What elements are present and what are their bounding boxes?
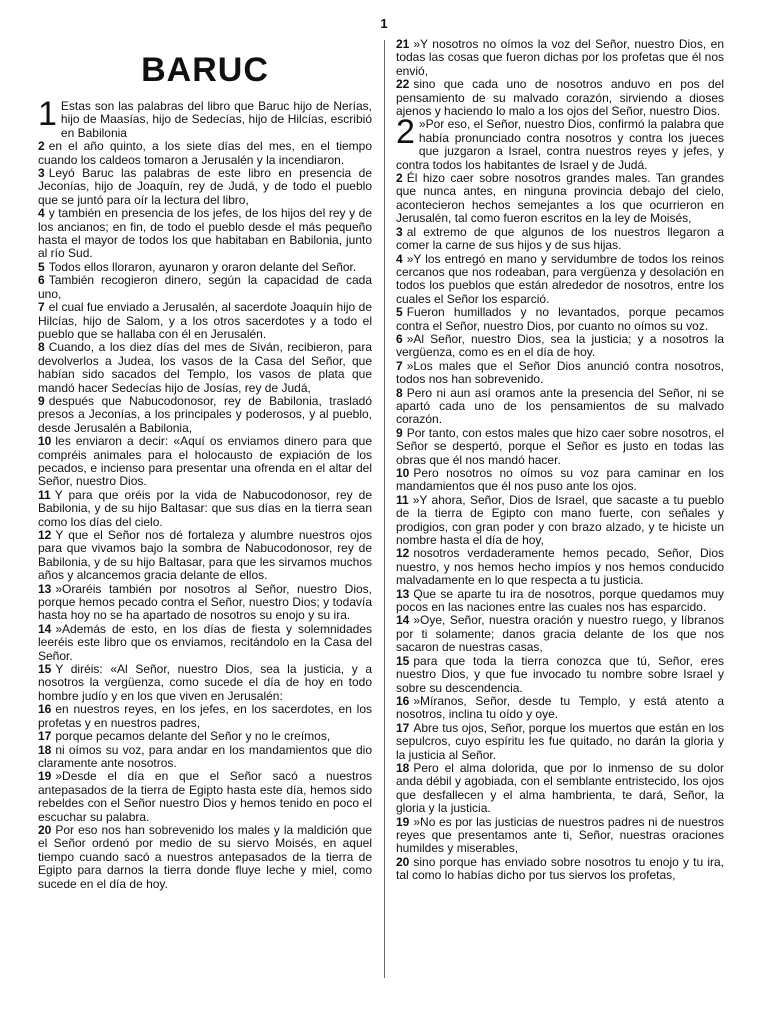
verse-number: 19 <box>38 769 52 784</box>
chapter-number: 2 <box>396 113 415 152</box>
verse-number: 14 <box>38 621 52 636</box>
verse <box>396 695 724 722</box>
verse-text: »Oye, Señor, nuestra oración y nuestro ruego, y líbranos por ti solamente; danos gracia delante de los que nos sacaron de nuestras casas, <box>396 613 724 655</box>
verse <box>38 583 372 623</box>
verse-text: Y para que oréis por la vida de Nabucodonosor, rey de Babilonia, y de su hijo Baltasar: que sus días en la tierra sean como los días del cielo. <box>38 487 372 529</box>
verse-number: 16 <box>396 693 410 708</box>
chapter-number: 1 <box>38 95 57 133</box>
verse <box>38 140 372 167</box>
verse-number: 21 <box>396 37 410 51</box>
verse-number: 7 <box>38 300 45 315</box>
verse-text: Por tanto, con estos males que hizo caer sobre nosotros, el Señor se despertó, porque el Señor es justo en todas las obras que él nos mandó hacer. <box>396 425 724 467</box>
verse-number: 15 <box>396 653 410 668</box>
verse-text: »No es por las justicias de nuestros padres ni de nuestros reyes que presentamos ante ti, Señor, nuestras oraciones humildes y miserables, <box>396 814 724 856</box>
verse-text: »Además de esto, en los días de fiesta y solemnidades leeréis este libro que os enviamos, recitándolo en la Casa del Señor. <box>38 621 372 663</box>
verse-number: 9 <box>396 425 403 440</box>
verse-text: »Al Señor, nuestro Dios, sea la justicia; y a nosotros la vergüenza, como es en el día de hoy. <box>396 331 724 360</box>
verse-number: 3 <box>396 224 403 239</box>
verse <box>396 816 724 856</box>
right-column <box>396 38 724 883</box>
verse-text: Y que el Señor nos dé fortaleza y alumbre nuestros ojos para que vivamos bajo la sombra de Nabucodonosor, rey de Babilonia, y de su hijo Baltasar, para que les sirvamos muchos años y alcancemos gracia delante de ellos. <box>38 528 372 583</box>
verse <box>396 722 724 762</box>
verse <box>38 395 372 435</box>
verse-number: 2 <box>396 171 403 186</box>
verse <box>396 78 724 118</box>
verse-number: 13 <box>396 586 410 601</box>
verse <box>396 762 724 816</box>
verse-number: 3 <box>38 166 45 181</box>
verse <box>396 333 724 360</box>
verse-number: 4 <box>396 251 403 266</box>
verse <box>38 301 372 341</box>
column-divider <box>384 40 385 978</box>
verse-text: porque pecamos delante del Señor y no le creímos, <box>55 729 331 744</box>
verse-text: Por eso nos han sobrevenido los males y la maldición que el Señor ordenó por medio de su siervo Moisés, en aquel tiempo cuando sacó a nuestros antepasados de la tierra de Egipto para darnos la tierra donde fluye leche y miel, como sucede en el día de hoy. <box>38 822 372 891</box>
verse-number: 11 <box>396 492 409 507</box>
verse-text: después que Nabucodonosor, rey de Babilonia, trasladó presos a Jeconías, a los principales y poderosos, y al pueblo, desde Jerusalén a Babilonia, <box>38 393 372 435</box>
verse-text: Pero nosotros no oímos su voz para caminar en los mandamientos que él nos puso ante los ojos. <box>396 466 724 494</box>
verse-text: También recogieron dinero, según la capacidad de cada uno, <box>38 273 372 301</box>
verse-text: Cuando, a los diez días del mes de Siván, recibieron, para devolverlos a Judea, los vasos de la Casa del Señor, que habían sido sacados del Templo, los vasos de plata que mandó hacer Sedecías hijo de Josías, rey de Judá, <box>38 340 372 395</box>
verse-text: en el año quinto, a los siete días del mes, en el tiempo cuando los caldeos tomaron a Jerusalén y la incendiaron. <box>38 139 372 167</box>
verse-number: 12 <box>38 528 52 542</box>
verse-number: 8 <box>396 385 403 400</box>
verse <box>38 207 372 261</box>
verse <box>396 547 724 587</box>
verse-text: en nuestros reyes, en los jefes, en los sacerdotes, en los profetas y en nuestros padres, <box>38 702 372 730</box>
verse <box>396 427 724 467</box>
verse-number: 7 <box>396 358 403 373</box>
verse-number: 18 <box>38 742 52 757</box>
verse <box>38 341 372 395</box>
verse-text: Fueron humillados y no levantados, porque pecamos contra el Señor, nuestro Dios, por cuanto no oímos su voz. <box>396 305 724 333</box>
verse <box>396 226 724 253</box>
verse-text: Que se aparte tu ira de nosotros, porque quedamos muy pocos en las naciones entre las cuales nos has esparcido. <box>396 586 724 615</box>
verse <box>38 529 372 583</box>
verse-number: 6 <box>396 331 403 346</box>
verse <box>38 663 372 703</box>
verse-text: Todos ellos lloraron, ayunaron y oraron delante del Señor. <box>48 259 357 274</box>
verse-number: 20 <box>396 854 410 869</box>
verse-number: 5 <box>38 259 45 274</box>
verse-number: 8 <box>38 340 45 355</box>
verse-number: 9 <box>38 393 45 408</box>
verse <box>396 172 724 226</box>
left-column <box>38 50 372 891</box>
verse-text: Y diréis: «Al Señor, nuestro Dios, sea la justicia, y a nosotros la vergüenza, como sucede el día de hoy en todo hombre judío y en los que viven en Jerusalén: <box>38 662 372 703</box>
verse-text: sino que cada uno de nosotros anduvo en pos del pensamiento de su malvado corazón, sirviendo a dioses ajenos y haciendo lo malo a los ojos del Señor, nuestro Dios. <box>396 77 724 119</box>
verse-number: 11 <box>38 487 51 502</box>
verse <box>38 489 372 529</box>
verse-number: 16 <box>38 702 52 717</box>
verse <box>38 95 372 140</box>
verse-text: Él hizo caer sobre nosotros grandes males. Tan grandes que nunca antes, en ninguna provincia debajo del cielo, acontecieron hechos semejantes a los que ocurrieron en Jerusalén, tal como fueron escritos en la ley de Moisés, <box>396 171 724 226</box>
right-verses <box>396 113 724 883</box>
verse-number: 19 <box>396 814 410 829</box>
verse <box>396 655 724 695</box>
verse-text: »Desde el día en que el Señor sacó a nuestros antepasados de la tierra de Egipto hasta este día, hemos sido rebeldes con el Señor nuestro Dios y hemos tenido en poco el escuchar su palabra. <box>38 769 372 824</box>
verse <box>38 261 372 274</box>
verse <box>396 494 724 548</box>
verse-text: al extremo de que algunos de los nuestros llegaron a comer la carne de sus hijos y de sus hijas. <box>396 224 724 253</box>
verse-number: 4 <box>38 206 45 221</box>
verse <box>396 588 724 615</box>
verse-number: 14 <box>396 613 410 628</box>
verse <box>396 856 724 883</box>
verse-text: »Los males que el Señor Dios anunció contra nosotros, todos nos han sobrevenido. <box>396 358 724 387</box>
verse-text: Estas son las palabras del libro que Baruc hijo de Nerías, hijo de Maasías, hijo de Sedecías, hijo de Hilcías, escribió en Babilonia <box>60 99 372 140</box>
verse-number: 18 <box>396 760 410 775</box>
verse <box>38 744 372 771</box>
verse-number: 13 <box>38 581 52 596</box>
verse-text: »Míranos, Señor, desde tu Templo, y está atento a nosotros, inclina tu oído y oye. <box>396 693 724 722</box>
verse-text: »Oraréis también por nosotros al Señor, nuestro Dios, porque hemos pecado contra el Señor, nuestro Dios; y todavía hasta hoy no se ha apartado de nosotros su enojo y su ira. <box>38 581 372 623</box>
verse <box>396 387 724 427</box>
verse <box>396 253 724 307</box>
right-verses-before-chapter <box>396 38 724 118</box>
verse-text: Leyó Baruc las palabras de este libro en presencia de Jeconías, hijo de Joaquín, rey de Judá, y de todo el pueblo que se juntó para oír la lectura del libro, <box>38 166 372 207</box>
verse-text: ni oímos su voz, para andar en los mandamientos que dio claramente ante nosotros. <box>38 742 372 770</box>
verse-text: »Y nosotros no oímos la voz del Señor, nuestro Dios, en todas las cosas que fueron dichas por los profetas que él nos envió, <box>396 37 724 78</box>
verse-number: 12 <box>396 546 410 561</box>
verse-text: Pero el alma dolorida, que por lo inmenso de su dolor anda débil y agobiada, con el semblante entristecido, los ojos que desfallecen y el alma hambrienta, te dará, Señor, la gloria y la justicia. <box>396 760 724 816</box>
verse <box>396 360 724 387</box>
verse-text: para que toda la tierra conozca que tú, Señor, eres nuestro Dios, y que fue invocado tu nombre sobre Israel y sobre su descendencia. <box>396 653 724 695</box>
page-number: 1 <box>380 16 388 31</box>
verse-text: Pero ni aun así oramos ante la presencia del Señor, ni se apartó cada uno de los pensamientos de su malvado corazón. <box>396 385 724 427</box>
left-verses <box>38 95 372 891</box>
verse-number: 17 <box>396 720 410 735</box>
verse <box>38 435 372 489</box>
verse <box>38 824 372 891</box>
verse-number: 10 <box>38 434 52 449</box>
verse <box>38 274 372 301</box>
verse-text: les enviaron a decir: «Aquí os enviamos dinero para que compréis animales para el holocausto de expiación de los pecados, e incienso para presentar una ofrenda en el altar del Señor, nuestro Dios. <box>38 434 372 489</box>
verse-number: 22 <box>396 77 410 92</box>
verse-text: y también en presencia de los jefes, de los hijos del rey y de los ancianos; en fin, de todo el pueblo desde el más pequeño hasta el mayor de todos los que habitaban en Babilonia, junto al río Sud. <box>38 206 372 261</box>
verse-number: 5 <box>396 305 403 320</box>
verse-text: »Por eso, el Señor, nuestro Dios, confirmó la palabra que había pronunciado contra nosotros y contra los jueces que juzgaron a Israel, contra nuestros reyes y jefes, y contra todos los habitantes de Israel y de Judá. <box>396 117 724 172</box>
verse <box>38 703 372 730</box>
verse-number: 2 <box>38 139 45 154</box>
verse-number: 20 <box>38 822 52 837</box>
verse <box>396 113 724 172</box>
verse-number: 17 <box>38 729 52 744</box>
verse-text: nosotros verdaderamente hemos pecado, Señor, Dios nuestro, y nos hemos hecho impíos y nos hemos conducido malvadamente en lo que respecta a tu justicia. <box>396 546 724 588</box>
verse <box>396 306 724 333</box>
verse <box>38 730 372 743</box>
verse <box>38 770 372 824</box>
verse <box>38 167 372 207</box>
verse <box>38 623 372 663</box>
verse-text: el cual fue enviado a Jerusalén, al sacerdote Joaquín hijo de Hilcías, hijo de Salom, y a los otros sacerdotes y a todo el pueblo que se hallaba con él en Jerusalén. <box>38 300 372 341</box>
verse <box>396 467 724 494</box>
verse-text: Abre tus ojos, Señor, porque los muertos que están en los sepulcros, cuyo espíritu les fue quitado, no darán la gloria y la justicia al Señor. <box>396 720 724 762</box>
book-title: BARUC <box>141 51 269 89</box>
verse-text: »Y ahora, Señor, Dios de Israel, que sacaste a tu pueblo de la tierra de Egipto con mano fuerte, con señales y prodigios, con gran poder y con brazo alzado, y te hiciste un nombre hasta el día de hoy, <box>396 492 724 548</box>
verse-number: 10 <box>396 466 410 480</box>
verse <box>396 614 724 654</box>
verse-number: 15 <box>38 662 52 677</box>
verse-text: sino porque has enviado sobre nosotros tu enojo y tu ira, tal como lo habías dicho por tus siervos los profetas, <box>396 854 724 883</box>
verse-number: 6 <box>38 273 45 288</box>
verse <box>396 38 724 78</box>
verse-text: »Y los entregó en mano y servidumbre de todos los reinos cercanos que nos rodeaban, para vergüenza y desolación en todos los pueblos que están alrededor de nosotros, entre los cuales el Señor los esparció. <box>396 251 724 306</box>
